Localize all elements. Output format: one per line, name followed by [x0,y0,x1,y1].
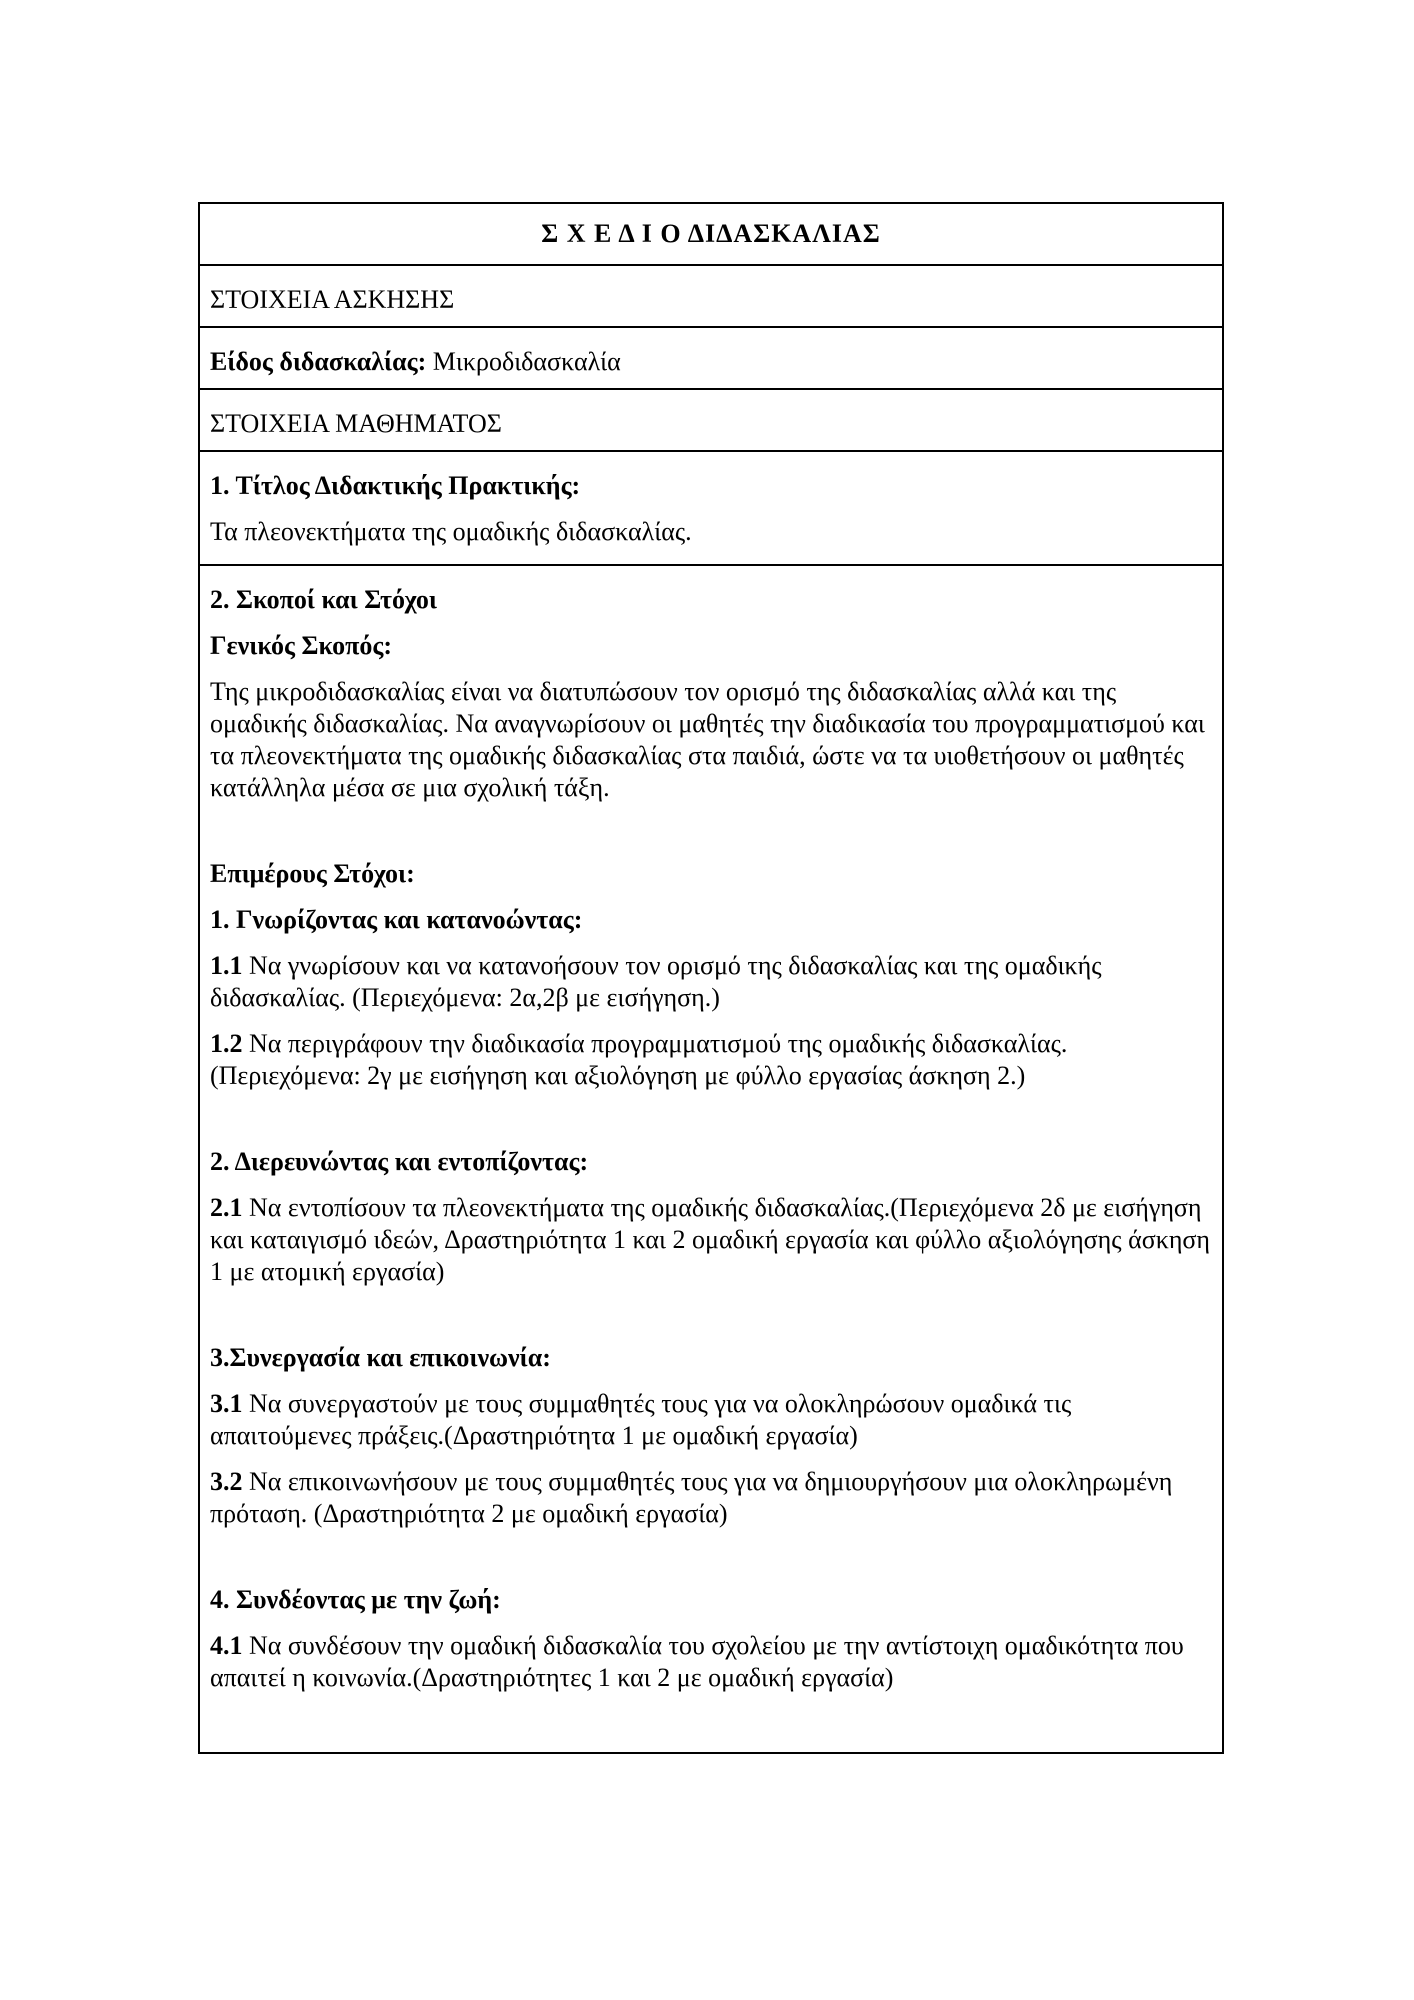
section-heading: 3.Συνεργασία και επικοινωνία: [210,1343,551,1372]
goal-item-number: 3.2 [210,1467,243,1496]
teaching-type-row [199,327,1223,389]
section-heading: 4. Συνδέοντας με την ζωή: [210,1585,501,1614]
specific-goals-label: Επιμέρους Στόχοι: [210,859,415,888]
teaching-type-cell [199,327,1223,389]
goal-section-3 [210,1342,1212,1530]
goal-section-2 [210,1146,1212,1288]
goal-item-number: 2.1 [210,1193,243,1222]
practice-value: Τα πλεονεκτήματα της ομαδικής διδασκαλίας. [210,517,692,546]
exercise-heading: ΣΤΟΙΧΕΙΑ ΑΣΚΗΣΗΣ [199,265,1223,327]
goal-section-4 [210,1584,1212,1694]
teaching-type-value: Μικροδιδασκαλία [426,347,621,376]
goal-item-number: 1.2 [210,1029,243,1058]
goal-item-number: 4.1 [210,1631,243,1660]
practice-label: 1. Τίτλος Διδακτικής Πρακτικής: [210,471,581,500]
goal-item [210,1028,1212,1092]
section-heading: 2. Διερευνώντας και εντοπίζοντας: [210,1147,589,1176]
lesson-plan-table [198,202,1224,1754]
goal-item [210,1630,1212,1694]
goal-item-text: Να εντοπίσουν τα πλεονεκτήματα της ομαδικής διδασκαλίας.(Περιεχόμενα 2δ με εισήγηση και καταιγισμό ιδεών, Δραστηριότητα 1 και 2 ομαδική εργασία και φύλλο αξιολόγησης άσκηση 1 με ατομική εργασία) [210,1193,1211,1286]
general-goal-text: Της μικροδιδασκαλίας είναι να διατυπώσουν τον ορισμό της διδασκαλίας αλλά και της ομαδικής διδασκαλίας. Να αναγνωρίσουν οι μαθητές την διαδικασία του προγραμματισμού και τα πλεονεκτήματα της ομαδικής διδασκαλίας στα παιδιά, ώστε να τα υιοθετήσουν οι μαθητές κατάλληλα μέσα σε μια σχολική τάξη. [210,677,1205,802]
goal-item [210,1192,1212,1288]
goals-row [199,565,1223,1753]
goal-item [210,1388,1212,1452]
goals-cell [199,565,1223,1753]
goals-heading: 2. Σκοποί και Στόχοι [210,585,437,614]
goal-item [210,950,1212,1014]
section-heading: 1. Γνωρίζοντας και κατανοώντας: [210,905,583,934]
goal-section-1 [210,904,1212,1092]
teaching-type-label: Είδος διδασκαλίας: [210,347,427,376]
practice-cell [199,451,1223,565]
title-row [199,203,1223,265]
general-goal-label: Γενικός Σκοπός: [210,631,393,660]
goal-item-text: Να συνεργαστούν με τους συμμαθητές τους για να ολοκληρώσουν ομαδικά τις απαιτούμενες πράξεις.(Δραστηριότητα 1 με ομαδική εργασία) [210,1389,1072,1450]
practice-row [199,451,1223,565]
goal-item-number: 3.1 [210,1389,243,1418]
goal-item-text: Να συνδέσουν την ομαδική διδασκαλία του σχολείου με την αντίστοιχη ομαδικότητα που απαιτεί η κοινωνία.(Δραστηριότητες 1 και 2 με ομαδική εργασία) [210,1631,1184,1692]
lesson-row [199,389,1223,451]
goal-item-text: Να γνωρίσουν και να κατανοήσουν τον ορισμό της διδασκαλίας και της ομαδικής διδασκαλίας. (Περιεχόμενα: 2α,2β με εισήγηση.) [210,951,1102,1012]
lesson-heading: ΣΤΟΙΧΕΙΑ ΜΑΘΗΜΑΤΟΣ [199,389,1223,451]
goal-item-text: Να περιγράφουν την διαδικασία προγραμματισμού της ομαδικής διδασκαλίας. (Περιεχόμενα: 2γ με εισήγηση και αξιολόγηση με φύλλο εργασίας άσκηση 2.) [210,1029,1068,1090]
exercise-row [199,265,1223,327]
goal-item [210,1466,1212,1530]
goal-item-number: 1.1 [210,951,243,980]
goal-item-text: Να επικοινωνήσουν με τους συμμαθητές τους για να δημιουργήσουν μια ολοκληρωμένη πρόταση. (Δραστηριότητα 2 με ομαδική εργασία) [210,1467,1173,1528]
document-title: Σ Χ Ε Δ Ι Ο ΔΙΔΑΣΚΑΛΙΑΣ [199,203,1223,265]
